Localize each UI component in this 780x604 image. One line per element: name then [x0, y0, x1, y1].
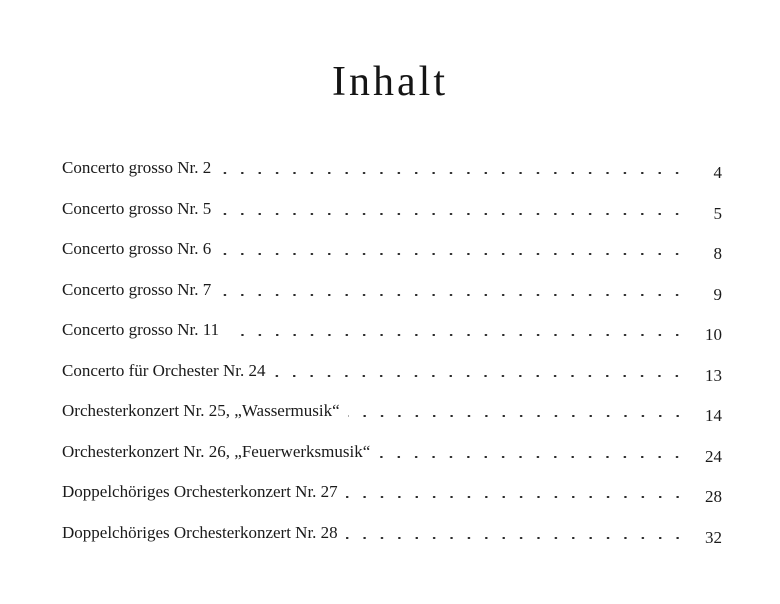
page-title: Inhalt: [332, 59, 448, 105]
toc-entry-title: Concerto grosso Nr. 7: [62, 279, 212, 299]
toc-entry-page-number: 32: [705, 527, 722, 547]
toc-entry-page-number: 14: [705, 406, 722, 426]
toc-entry-page-number: 13: [705, 365, 722, 385]
toc-entry: [62, 472, 722, 513]
dot-leader: [219, 253, 686, 255]
toc-entry-title: Orchesterkonzert Nr. 26, „Feuerwerksmusik“: [62, 441, 371, 461]
toc-entry-page-number: 24: [705, 446, 722, 466]
toc-entry-page-number: 9: [713, 284, 722, 304]
dot-leader: [219, 172, 686, 174]
dot-leader: [348, 415, 686, 417]
toc-entry: [62, 513, 722, 554]
dot-leader: [378, 456, 686, 458]
toc-entry-title: Concerto grosso Nr. 5: [62, 198, 212, 218]
toc-entry-title: Concerto für Orchester Nr. 24: [62, 360, 266, 380]
toc-entry-title: Concerto grosso Nr. 6: [62, 239, 212, 259]
toc-entry: [62, 270, 722, 311]
toc-entry: [62, 310, 722, 351]
toc-entry: [62, 148, 722, 189]
toc-entry: [62, 351, 722, 392]
toc-entry-page-number: 4: [713, 163, 722, 183]
dot-leader: [346, 537, 686, 539]
toc-entry-title: Orchesterkonzert Nr. 25, „Wassermusik“: [62, 401, 340, 421]
dot-leader: [227, 334, 686, 336]
toc-entry-title: Doppelchöriges Orchesterkonzert Nr. 28: [62, 522, 338, 542]
toc-entry-page-number: 28: [705, 487, 722, 507]
toc-entry: [62, 391, 722, 432]
dot-leader: [346, 496, 686, 498]
dot-leader: [273, 375, 686, 377]
toc-entry: [62, 189, 722, 230]
toc-entry-page-number: 8: [713, 244, 722, 264]
toc-entry: [62, 229, 722, 270]
table-of-contents: [62, 148, 722, 553]
toc-entry-title: Concerto grosso Nr. 2: [62, 158, 212, 178]
toc-entry-page-number: 10: [705, 325, 722, 345]
dot-leader: [219, 294, 686, 296]
dot-leader: [219, 213, 686, 215]
toc-entry-page-number: 5: [713, 203, 722, 223]
toc-entry: [62, 432, 722, 473]
toc-entry-title: Doppelchöriges Orchesterkonzert Nr. 27: [62, 482, 338, 502]
toc-entry-title: Concerto grosso Nr. 11: [62, 320, 220, 340]
